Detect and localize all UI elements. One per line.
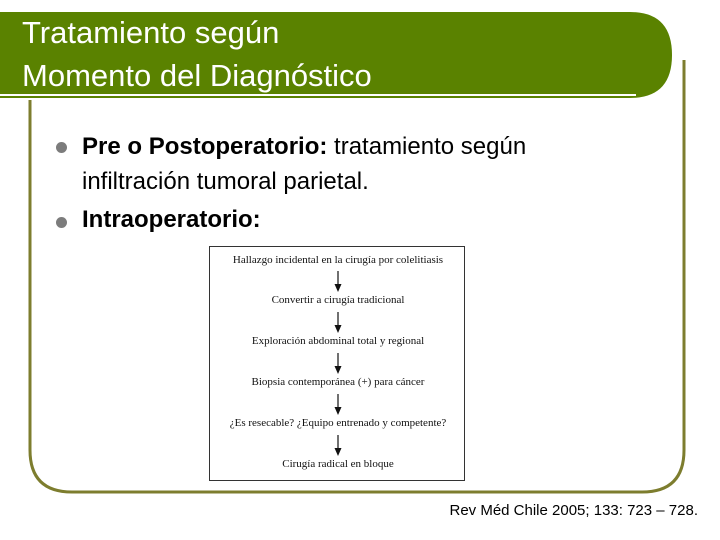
flowchart xyxy=(209,246,465,481)
flow-step: Exploración abdominal total y regional xyxy=(251,335,425,347)
bullet-dot xyxy=(56,217,67,228)
flow-step: Biopsia contemporánea (+) para cáncer xyxy=(251,376,425,388)
down-arrow-icon xyxy=(334,271,342,293)
flow-step: Hallazgo incidental en la cirugía por colelitiasis xyxy=(232,254,444,266)
bullet-text xyxy=(82,206,261,234)
bullet-text xyxy=(82,133,526,161)
citation: Rev Méd Chile 2005; 133: 723 – 728. xyxy=(449,502,698,519)
slide-title-line-1: Tratamiento según xyxy=(22,15,280,50)
down-arrow-icon xyxy=(334,353,342,375)
bullet-dot xyxy=(56,142,67,153)
down-arrow-icon xyxy=(334,312,342,334)
bullet-bold-label: Intraoperatorio: xyxy=(82,206,261,233)
down-arrow-icon xyxy=(334,435,342,457)
flow-step: Cirugía radical en bloque xyxy=(282,458,394,470)
flow-step: ¿Es resecable? ¿Equipo entrenado y competente? xyxy=(229,417,447,429)
flow-step: Convertir a cirugía tradicional xyxy=(271,294,405,306)
bullet-body: tratamiento según xyxy=(327,133,527,160)
bullet-continuation: infiltración tumoral parietal. xyxy=(82,168,369,195)
down-arrow-icon xyxy=(334,394,342,416)
bullet-bold-label: Pre o Postoperatorio: xyxy=(82,133,328,160)
slide-title-line-2: Momento del Diagnóstico xyxy=(22,58,372,93)
